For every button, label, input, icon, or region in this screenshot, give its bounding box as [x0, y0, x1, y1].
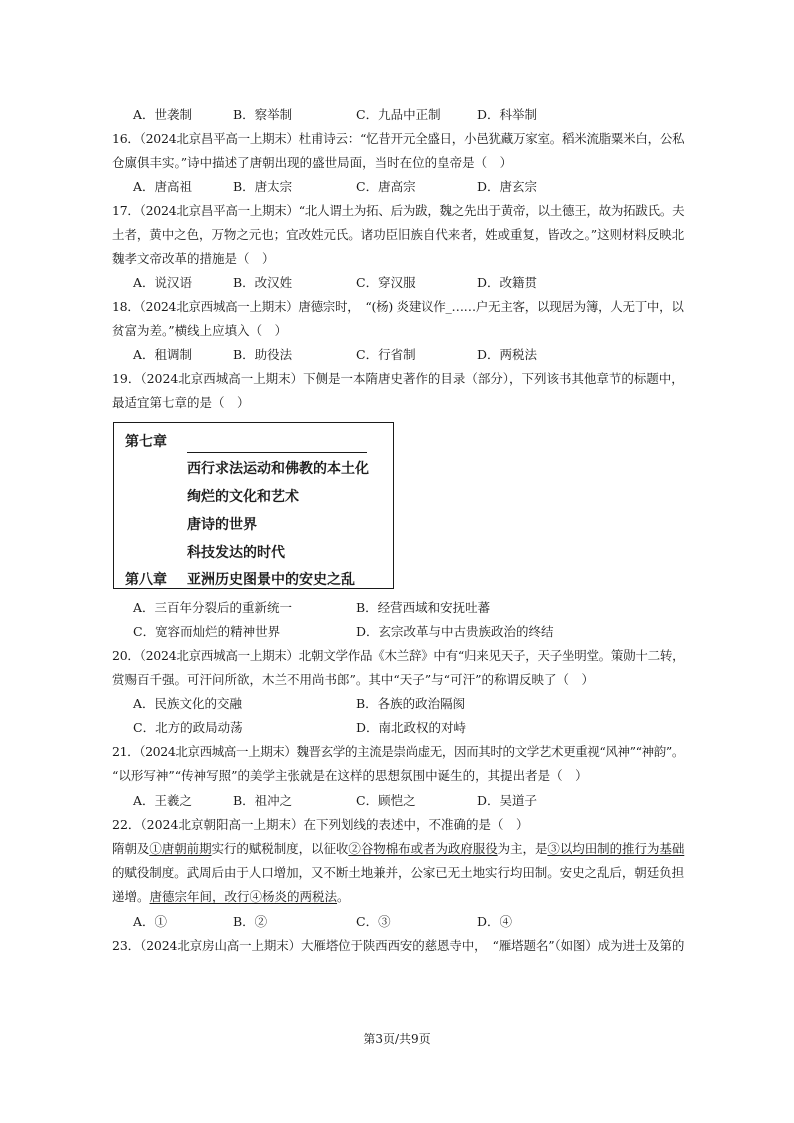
q22-text: 。 — [337, 889, 350, 904]
q21-option-c: C．顾恺之 — [356, 793, 416, 808]
q22-option-d: D．④ — [477, 914, 513, 929]
q19-option-c: C．宽容而灿烂的精神世界 — [133, 624, 281, 639]
toc-chapter-8-title: 亚洲历史图景中的安史之乱 — [187, 572, 355, 588]
q18-option-b: B．助役法 — [233, 347, 293, 362]
q21-option-b: B．祖冲之 — [233, 793, 293, 808]
q16-stem-line: 仓廪俱丰实。”诗中描述了唐朝出现的盛世局面，当时在位的皇帝是（ ） — [112, 155, 513, 170]
q22-underlined-4: 唐德宗年间，改行④杨炎的两税法 — [149, 889, 338, 904]
q18-option-c: C．行省制 — [356, 347, 416, 362]
q22-option-b: B．② — [233, 914, 268, 929]
q18-stem-line: 贫富为差。”横线上应填入（ ） — [112, 323, 288, 338]
toc-item: 西行求法运动和佛教的本土化 — [187, 461, 369, 477]
q17-option-a: A．说汉语 — [133, 275, 193, 290]
q21-stem-line: “以形写神”“传神写照”的美学主张就是在这样的思想氛围中诞生的，其提出者是（ ） — [112, 768, 588, 783]
q19-stem-line: 19．（2024北京西城高一上期末）下侧是一本隋唐史著作的目录（部分），下列该书其他章节的标题中， — [112, 371, 684, 386]
q20-option-b: B．各族的政治隔阂 — [356, 696, 466, 711]
table-of-contents-box — [113, 422, 394, 589]
q18-option-a: A．租调制 — [133, 347, 193, 362]
q22-text: 为主，是 — [497, 841, 548, 856]
q17-option-d: D．改籍贯 — [477, 275, 538, 290]
q20-option-c: C．北方的政局动荡 — [133, 720, 243, 735]
toc-item: 绚烂的文化和艺术 — [187, 489, 299, 505]
q22-underlined-3: ③以均田制的推行为基础 — [547, 841, 685, 856]
q22-passage-line — [112, 841, 684, 857]
q16-option-c: C．唐高宗 — [356, 179, 416, 194]
q15-option-d: D．科举制 — [477, 107, 538, 122]
toc-chapter-8: 第八章 — [125, 572, 167, 588]
q17-stem-line: 魏孝文帝改革的措施是（ ） — [112, 251, 275, 266]
q20-option-d: D．南北政权的对峙 — [356, 720, 467, 735]
q18-option-d: D．两税法 — [477, 347, 538, 362]
page-footer: 第3页/共9页 — [363, 1032, 431, 1046]
q22-text: 实行的赋税制度，以征收 — [211, 841, 349, 856]
q20-stem-line: 赏赐百千强。可汗问所欲，木兰不用尚书郎”。其中“天子”与“可汗”的称谓反映了（ ） — [112, 672, 594, 687]
toc-chapter-7: 第七章 — [125, 434, 167, 450]
q22-underlined-1: ①唐朝前期 — [149, 841, 212, 856]
q18-stem-line: 18．（2024北京西城高一上期末）唐德宗时， “(杨) 炎建议作_……户无主客，以现居为簿，人无丁中，以 — [112, 299, 684, 314]
q16-option-d: D．唐玄宗 — [477, 179, 538, 194]
toc-chapter-7-blank — [187, 452, 367, 453]
q19-stem-line: 最适宜第七章的是（ ） — [112, 395, 250, 410]
q17-stem-line: 17．（2024北京昌平高一上期末）“北人谓土为拓、后为跋，魏之先出于黄帝，以土德王，故为拓跋氏。夫 — [112, 203, 685, 218]
q22-option-a: A．① — [133, 914, 168, 929]
q16-stem-line: 16．（2024北京昌平高一上期末）杜甫诗云：“忆昔开元全盛日，小邑犹藏万家室。稻米流脂粟米白，公私 — [112, 131, 685, 146]
q22-stem-line: 22．（2024北京朝阳高一上期末）在下列划线的表述中，不准确的是（ ） — [112, 817, 529, 832]
q21-option-a: A．王羲之 — [133, 793, 193, 808]
toc-item: 唐诗的世界 — [187, 517, 257, 533]
q20-option-a: A．民族文化的交融 — [133, 696, 243, 711]
q21-option-d: D．吴道子 — [477, 793, 538, 808]
q19-option-a: A．三百年分裂后的重新统一 — [133, 600, 293, 615]
q20-stem-line: 20．（2024北京西城高一上期末）北朝文学作品《木兰辞》中有“归来见天子，天子坐明堂。策勋十二转， — [112, 648, 685, 663]
q15-option-a: A．世袭制 — [133, 107, 193, 122]
q17-option-c: C．穿汉服 — [356, 275, 416, 290]
toc-item: 科技发达的时代 — [187, 545, 285, 561]
q15-option-c: C．九品中正制 — [356, 107, 441, 122]
q22-option-c: C．③ — [356, 914, 391, 929]
q22-passage-line: 的赋役制度。武周后由于人口增加，又不断土地兼并，公家已无土地实行均田制。安史之乱后，朝廷负担 — [112, 865, 685, 880]
q21-stem-line: 21．（2024北京西城高一上期末）魏晋玄学的主流是崇尚虚无，因而其时的文学艺术更重视“风神”“神韵”。 — [112, 744, 685, 759]
q17-option-b: B．改汉姓 — [233, 275, 293, 290]
q22-underlined-2: ②谷物棉布或者为政府服役 — [348, 841, 498, 856]
q19-option-b: B．经营西域和安抚吐蕃 — [356, 600, 491, 615]
q17-stem-line: 土者，黄中之色，万物之元也；宜改姓元氏。诸功臣旧族自代来者，姓或重复，皆改之。”这则材料反映北 — [112, 227, 685, 242]
q16-option-a: A．唐高祖 — [133, 179, 193, 194]
q19-option-d: D．玄宗改革与中古贵族政治的终结 — [356, 624, 554, 639]
q23-stem-line: 23．（2024北京房山高一上期末）大雁塔位于陕西西安的慈恩寺中， “雁塔题名”（如图）成为进士及第的 — [112, 938, 685, 953]
q15-option-b: B．察举制 — [233, 107, 293, 122]
q22-text: 递增。 — [112, 889, 150, 904]
q22-text: 隋朝及 — [112, 841, 150, 856]
q22-passage-line — [112, 889, 350, 905]
q16-option-b: B．唐太宗 — [233, 179, 293, 194]
